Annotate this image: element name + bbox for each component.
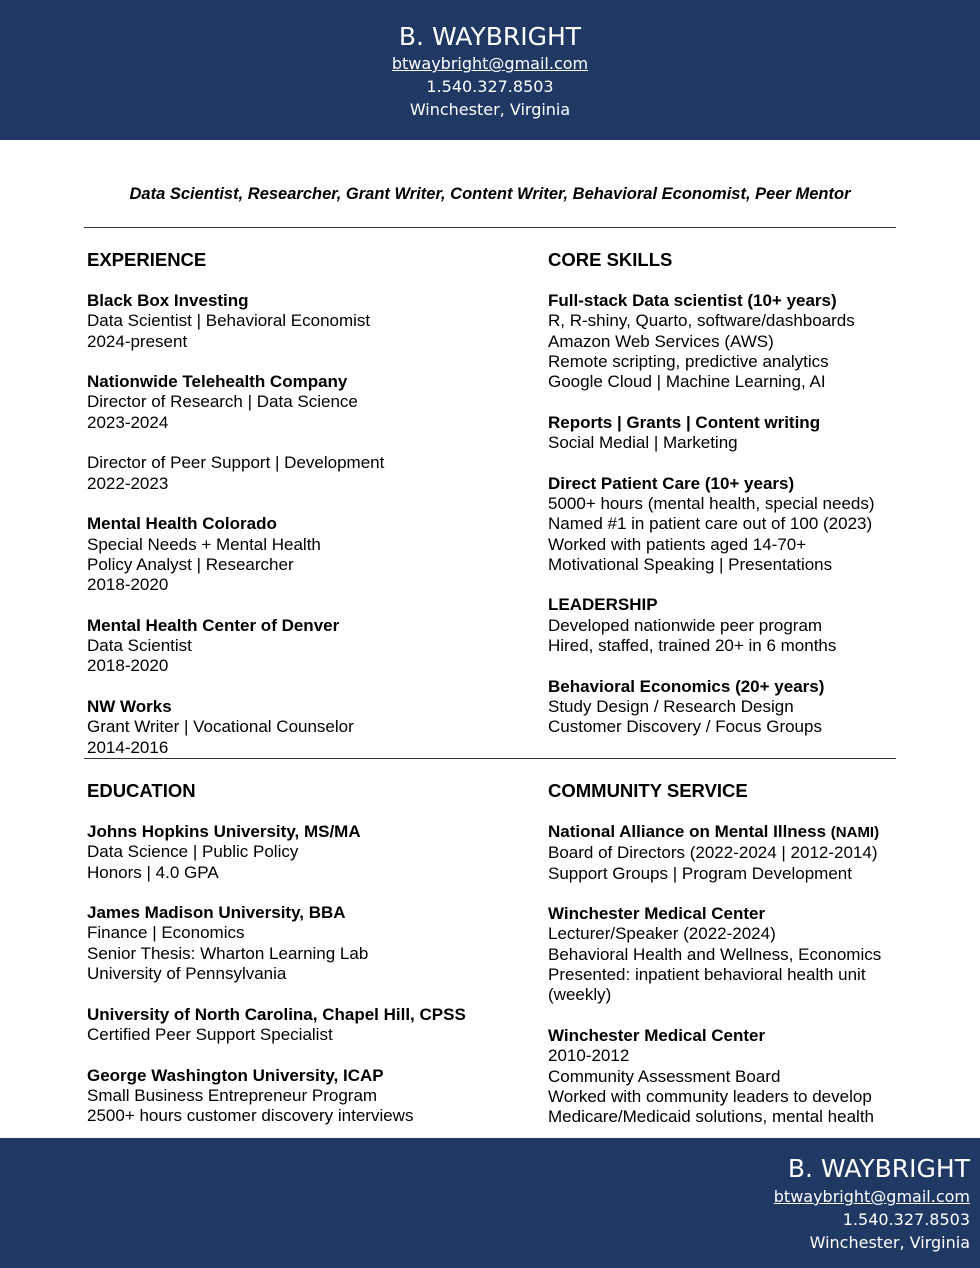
entry-line: Hired, staffed, trained 20+ in 6 months — [548, 636, 837, 656]
entry-line: Grant Writer | Vocational Counselor — [87, 717, 354, 737]
entry-title — [548, 822, 978, 843]
tagline: Data Scientist, Researcher, Grant Writer, Content Writer, Behavioral Economist, Peer Mentor — [129, 185, 851, 203]
entry-line: Director of Research | Data Science — [87, 392, 358, 412]
entry-line: Community Assessment Board — [548, 1066, 781, 1086]
experience-entry — [87, 453, 517, 494]
footer-email-link[interactable]: btwaybright@gmail.com — [773, 1187, 970, 1206]
header-phone: 1.540.327.8503 — [426, 77, 554, 96]
entry-line: Finance | Economics — [87, 923, 245, 943]
entry-line: Small Business Entrepreneur Program — [87, 1085, 378, 1105]
entry-title: James Madison University, BBA — [87, 903, 346, 923]
experience-entry — [87, 291, 517, 352]
entry-line: 2500+ hours customer discovery interviews — [87, 1106, 414, 1126]
entry-line: 2024-present — [87, 331, 188, 351]
entry-line: (weekly) — [548, 985, 612, 1005]
divider-middle — [84, 758, 896, 759]
entry-line: 2018-2020 — [87, 656, 169, 676]
header-name: B. WAYBRIGHT — [398, 22, 582, 51]
entry-title: NW Works — [87, 696, 172, 716]
entry-line: 2018-2020 — [87, 575, 169, 595]
skills-entry — [548, 677, 978, 738]
entry-line: Data Science | Public Policy — [87, 842, 299, 862]
community-service-section — [548, 780, 978, 1127]
skills-entry — [548, 474, 978, 575]
entry-title: Direct Patient Care (10+ years) — [548, 473, 795, 493]
entry-line: Data Scientist — [87, 636, 192, 656]
entry-line: Support Groups | Program Development — [548, 863, 852, 883]
community-entry — [548, 1026, 978, 1127]
skills-entry — [548, 413, 978, 454]
footer-band — [0, 1138, 980, 1268]
entry-line: 2010-2012 — [548, 1046, 630, 1066]
entry-line: 2014-2016 — [87, 737, 169, 757]
entry-line: R, R-shiny, Quarto, software/dashboards — [548, 311, 855, 331]
entry-title: University of North Carolina, Chapel Hill, CPSS — [87, 1004, 466, 1024]
entry-line: Special Needs + Mental Health — [87, 534, 321, 554]
entry-line: University of Pennsylvania — [87, 964, 287, 984]
entry-title-suffix: (NAMI) — [830, 824, 880, 841]
entry-line: Remote scripting, predictive analytics — [548, 351, 829, 371]
experience-entry — [87, 372, 517, 433]
entry-title: Mental Health Colorado — [87, 514, 277, 534]
section-heading: CORE SKILLS — [548, 249, 673, 270]
entry-line: Behavioral Health and Wellness, Economics — [548, 944, 882, 964]
entry-line: Customer Discovery / Focus Groups — [548, 717, 822, 737]
entry-line: Developed nationwide peer program — [548, 615, 823, 635]
entry-title: Reports | Grants | Content writing — [548, 412, 821, 432]
entry-title: Johns Hopkins University, MS/MA — [87, 822, 361, 841]
entry-line: Study Design / Research Design — [548, 696, 794, 716]
entry-title: Nationwide Telehealth Company — [87, 372, 348, 392]
experience-section — [87, 249, 517, 758]
entry-line: Director of Peer Support | Development — [87, 453, 385, 473]
community-entry — [548, 822, 978, 884]
entry-line: Certified Peer Support Specialist — [87, 1024, 333, 1044]
entry-title: Winchester Medical Center — [548, 1025, 766, 1045]
community-entry — [548, 904, 978, 1005]
footer-name: B. WAYBRIGHT — [787, 1154, 970, 1183]
experience-entry — [87, 697, 517, 758]
entry-line: Amazon Web Services (AWS) — [548, 331, 774, 351]
entry-line: Presented: inpatient behavioral health unit — [548, 965, 866, 985]
entry-title: Mental Health Center of Denver — [87, 615, 340, 635]
header-band — [0, 0, 980, 140]
education-section — [87, 780, 517, 1126]
header-email-link[interactable]: btwaybright@gmail.com — [391, 54, 589, 73]
entry-title-text: National Alliance on Mental Illness — [548, 822, 827, 841]
entry-line: Google Cloud | Machine Learning, AI — [548, 372, 826, 392]
footer-phone: 1.540.327.8503 — [842, 1210, 970, 1229]
entry-line: Worked with community leaders to develop — [548, 1086, 872, 1106]
entry-line: Board of Directors (2022-2024 | 2012-2014) — [548, 843, 878, 863]
skills-entry — [548, 595, 978, 656]
skills-entry — [548, 291, 978, 392]
entry-line: 2023-2024 — [87, 412, 169, 432]
entry-line: Data Scientist | Behavioral Economist — [87, 311, 371, 331]
entry-title: Behavioral Economics (20+ years) — [548, 676, 825, 696]
divider-top — [84, 227, 896, 228]
entry-title: Full-stack Data scientist (10+ years) — [548, 291, 837, 310]
entry-line: Named #1 in patient care out of 100 (2023) — [548, 514, 873, 534]
entry-title: Winchester Medical Center — [548, 904, 766, 924]
entry-line: Honors | 4.0 GPA — [87, 862, 219, 882]
section-heading: EDUCATION — [87, 780, 196, 801]
entry-line: Senior Thesis: Wharton Learning Lab — [87, 943, 369, 963]
entry-line: Lecturer/Speaker (2022-2024) — [548, 924, 776, 944]
education-entry — [87, 903, 517, 984]
entry-line: 5000+ hours (mental health, special needs) — [548, 493, 875, 513]
experience-entry — [87, 616, 517, 677]
header-location: Winchester, Virginia — [409, 100, 571, 119]
entry-title: George Washington University, ICAP — [87, 1065, 384, 1085]
entry-line: Motivational Speaking | Presentations — [548, 554, 833, 574]
footer-location: Winchester, Virginia — [809, 1233, 970, 1252]
entry-title: Black Box Investing — [87, 291, 249, 310]
core-skills-section — [548, 249, 978, 738]
education-entry — [87, 822, 517, 883]
education-entry — [87, 1005, 517, 1046]
entry-line: Social Medial | Marketing — [548, 433, 738, 453]
section-heading: EXPERIENCE — [87, 249, 207, 270]
experience-entry — [87, 514, 517, 595]
entry-line: Worked with patients aged 14-70+ — [548, 534, 807, 554]
section-heading: COMMUNITY SERVICE — [548, 780, 748, 801]
entry-line: 2022-2023 — [87, 473, 169, 493]
entry-title: LEADERSHIP — [548, 595, 658, 615]
entry-line: Policy Analyst | Researcher — [87, 554, 294, 574]
education-entry — [87, 1066, 517, 1127]
entry-line: Medicare/Medicaid solutions, mental health — [548, 1107, 875, 1127]
